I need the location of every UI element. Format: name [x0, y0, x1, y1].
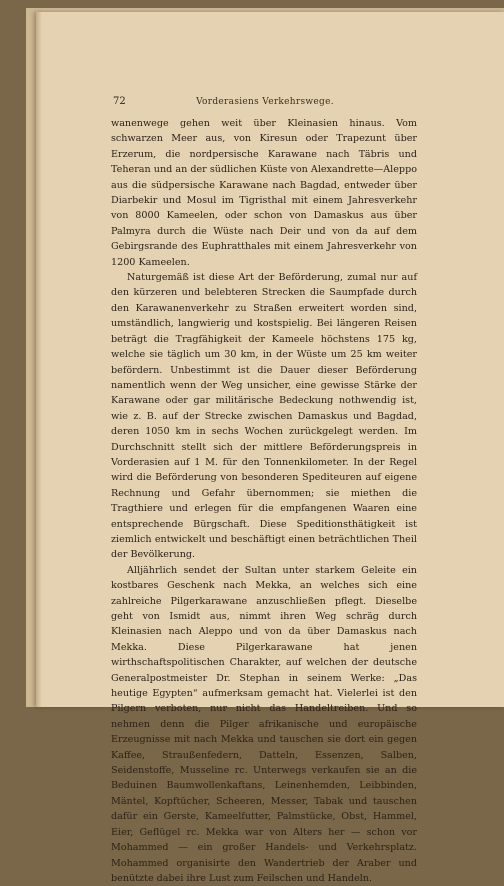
page-header: [113, 96, 413, 110]
body-text: [111, 116, 417, 886]
paragraph-3: Alljährlich sendet der Sultan unter starkem Geleite ein kostbares Geschenk nach Mekka, an welches sich eine zahlreiche Pilgerkarawane anzuschließen pflegt. Dieselbe geht von Ismidt aus, nimmt ihren Weg schräg durch Kleinasien nach Aleppo und von da über Damaskus nach Mekka. Diese Pilgerkarawane hat jenen wirthschaftspolitischen Charakter, auf welchen der deutsche Generalpostmeister Dr. Stephan in seinem Werke: „Das heutige Egypten“ aufmerksam gemacht hat. Vielerlei ist den Pilgern verboten, nur nicht das Handeltreiben. Und so nehmen denn die Pilger afrikanische und europäische Erzeugnisse mit nach Mekka und tauschen sie dort ein gegen Kaffee, Straußenfedern, Datteln, Essenzen, Salben, Seidenstoffe, Musseline rc. Unterwegs verkaufen sie an die Beduinen Baumwollenkaftans, Leinenhemden, Leibbinden, Mäntel, Kopftücher, Scheeren, Messer, Tabak und tauschen dafür ein Gerste, Kameelfutter, Palmstücke, Obst, Hammel, Eier, Geflügel rc. Mekka war von Alters her — schon vor Mohammed — ein großer Handels- und Verkehrsplatz. Mohammed organisirte den Wandertrieb der Araber und benützte dabei ihre Lust zum Feilschen und Handeln.: [111, 564, 417, 884]
paragraph-1: wanenwege gehen weit über Kleinasien hinaus. Vom schwarzen Meer aus, von Kiresun oder Trapezunt über Erzerum, die nordpersische Karawane nach Täbris und Teheran und an der südlichen Küste von Alexandrette—Aleppo aus die südpersische Karawane nach Bagdad, entweder über Diarbekir und Mosul im Tigristhal mit einem Jahresverkehr von 8000 Kameelen, oder schon von Damaskus aus über Palmyra durch die Wüste nach Deir und von da auf dem Gebirgsrande des Euphratthales mit einem Jahresverkehr von 1200 Kameelen.: [111, 118, 417, 268]
running-head: Vorderasiens Verkehrswege.: [196, 97, 334, 107]
paragraph-2: Naturgemäß ist diese Art der Beförderung, zumal nur auf den kürzeren und belebteren Strecken die Saumpfade durch den Karawanenverkehr zu Straßen erweitert worden sind, umständlich, langwierig und kostspielig. Bei längeren Reisen beträgt die Tragfähigkeit der Kameele höchstens 175 kg, welche sie täglich um 30 km, in der Wüste um 25 km weiter befördern. Unbestimmt ist die Dauer dieser Beförderung namentlich wenn der Weg unsicher, eine gewisse Stärke der Karawane oder gar militärische Bedeckung nothwendig ist, wie z. B. auf der Strecke zwischen Damaskus und Bagdad, deren 1050 km in sechs Wochen zurückgelegt werden. Im Durchschnitt stellt sich der mittlere Beförderungspreis in Vorderasien auf 1 M. für den Tonnenkilometer. In der Regel wird die Beförderung von besonderen Spediteuren auf eigene Rechnung und Gefahr übernommen; sie miethen die Tragthiere und erlegen für die empfangenen Waaren eine entsprechende Bürgschaft. Diese Speditionsthätigkeit ist ziemlich entwickelt und beschäftigt einen beträchtlichen Theil der Bevölkerung.: [111, 272, 417, 561]
page-number: 72: [113, 96, 126, 107]
